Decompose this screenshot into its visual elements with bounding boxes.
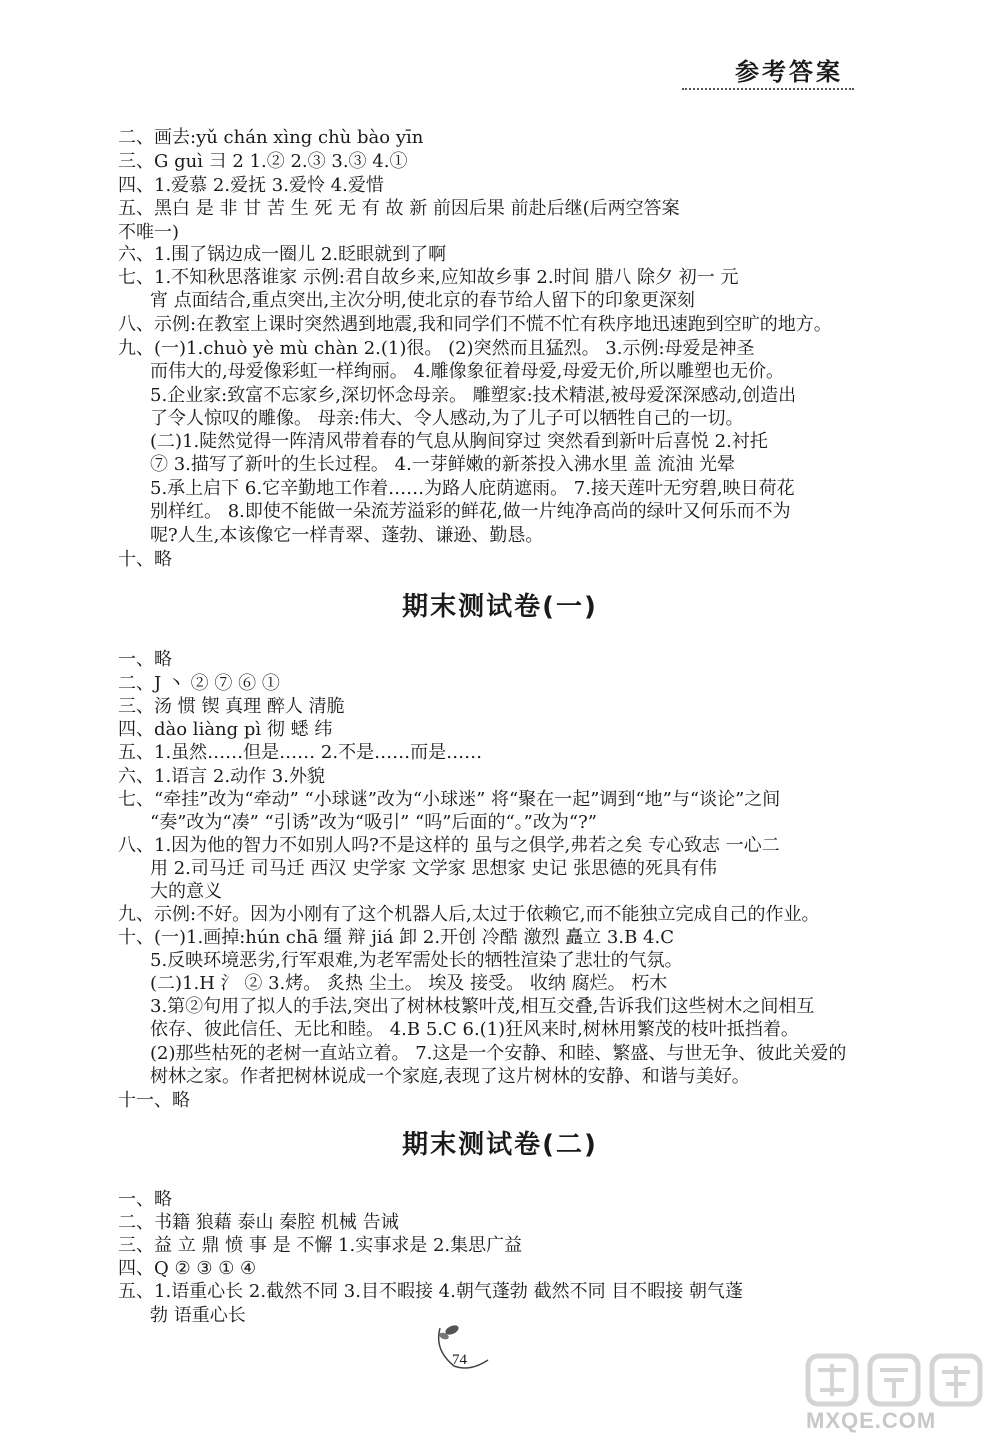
answer-line: 而伟大的,母爱像彩虹一样绚丽。 4.雕像象征着母爱,母爱无价,所以雕塑也无价。	[150, 361, 785, 382]
answer-line: 五、1.虽然……但是…… 2.不是……而是……	[118, 742, 483, 763]
answer-line: 了令人惊叹的雕像。 母亲:伟大、令人感动,为了儿子可以牺牲自己的一切。	[150, 408, 744, 429]
answer-line: 六、1.语言 2.动作 3.外貌	[118, 766, 325, 787]
answer-line: 十一、略	[118, 1090, 190, 1111]
answer-line: 八、示例:在教室上课时突然遇到地震,我和同学们不慌不忙有秩序地迅速跑到空旷的地方。	[118, 314, 832, 335]
answer-line: 树林之家。作者把树林说成一个家庭,表现了这片树林的安静、和谐与美好。	[150, 1066, 750, 1087]
answer-line: (二)1.H 氵 ② 3.烤。 炙热 尘土。 埃及 接受。 收纳 腐烂。 朽木	[150, 973, 668, 994]
answer-line: 四、dào liàng pì 彻 蟋 纬	[118, 719, 333, 740]
answer-line: 三、G guì 彐 2 1.② 2.③ 3.③ 4.①	[118, 151, 408, 172]
answer-line: 六、1.围了锅边成一圈儿 2.眨眼就到了啊	[118, 244, 447, 265]
answer-line: 二、画去:yǔ chán xìng chù bào yīn	[118, 127, 424, 148]
answer-line: (2)那些枯死的老树一直站立着。 7.这是一个安静、和睦、繁盛、与世无争、彼此关爱的	[150, 1043, 847, 1064]
answer-line: ⑦ 3.描写了新叶的生长过程。 4.一芽鲜嫩的新茶投入沸水里 盖 流油 光晕	[150, 454, 735, 475]
answer-line: 七、“牵挂”改为“牵动” “小球谜”改为“小球迷” 将“聚在一起”调到“地”与“谈论”之间	[118, 789, 781, 810]
answer-line: 七、1.不知秋思落谁家 示例:君自故乡来,应知故乡事 2.时间 腊八 除夕 初一 元	[118, 267, 739, 288]
answer-line: 九、示例:不好。因为小刚有了这个机器人后,太过于依赖它,而不能独立完成自己的作业。	[118, 904, 820, 925]
answer-line: 二、书籍 狼藉 泰山 秦腔 机械 告诫	[118, 1212, 399, 1233]
answer-line: 十、略	[118, 549, 172, 570]
answer-line: 二、J 丶 ② ⑦ ⑥ ①	[118, 673, 280, 694]
answer-line: 宵 点面结合,重点突出,主次分明,使北京的春节给人留下的印象更深刻	[150, 290, 695, 311]
answer-line: 八、1.因为他的智力不如别人吗?不是这样的 虽与之俱学,弗若之矣 专心致志 一心二	[118, 835, 780, 856]
answer-line: 一、略	[118, 1189, 172, 1210]
header-title: 参考答案	[735, 58, 843, 86]
watermark-text: MXQE.COM	[806, 1408, 937, 1433]
answer-line: 依存、彼此信任、无比和睦。 4.B 5.C 6.(1)狂风来时,树林用繁茂的枝叶抵挡着。	[150, 1019, 799, 1040]
section-title: 期末测试卷(二)	[402, 1130, 598, 1160]
answer-line: 三、益 立 鼎 愤 事 是 不懈 1.实事求是 2.集思广益	[118, 1235, 523, 1256]
answer-line: 三、汤 惯 锲 真理 醉人 清脆	[118, 696, 345, 717]
answer-line: (二)1.陡然觉得一阵清风带着春的气息从胸间穿过 突然看到新叶后喜悦 2.衬托	[150, 431, 768, 452]
answer-line: 不唯一)	[118, 222, 180, 243]
answer-line: 五、1.语重心长 2.截然不同 3.目不暇接 4.朝气蓬勃 截然不同 目不暇接 朝气蓬	[118, 1281, 744, 1302]
answer-line: 大的意义	[150, 881, 222, 902]
header-rule	[682, 88, 854, 90]
answer-line: 5.反映环境恶劣,行军艰难,为老军需处长的牺牲渲染了悲壮的气氛。	[150, 950, 683, 971]
answer-line: 四、1.爱慕 2.爱抚 3.爱怜 4.爱惜	[118, 175, 384, 196]
answer-line: 九、(一)1.chuò yè mù chàn 2.(1)很。 (2)突然而且猛烈。 3.示例:母爱是神圣	[118, 338, 755, 359]
answer-line: 四、Q ② ③ ① ④	[118, 1258, 257, 1279]
answer-line: 一、略	[118, 649, 172, 670]
answer-line: 3.第②句用了拟人的手法,突出了树林枝繁叶茂,相互交叠,告诉我们这些树木之间相互	[150, 996, 815, 1017]
section-title: 期末测试卷(一)	[402, 592, 598, 622]
answer-line: 勃 语重心长	[150, 1305, 246, 1326]
answer-line: 用 2.司马迁 司马迁 西汉 史学家 文学家 思想家 史记 张思德的死具有伟	[150, 858, 717, 879]
answer-line: 呢?人生,本该像它一样青翠、蓬勃、谦逊、勤恳。	[150, 525, 544, 546]
answer-line: “奏”改为“凑” “引诱”改为“吸引” “吗”后面的“。”改为“?”	[150, 812, 597, 833]
answer-line: 5.承上启下 6.它辛勤地工作着……为路人庇荫遮雨。 7.接天莲叶无穷碧,映日荷花	[150, 478, 795, 499]
answer-line: 5.企业家:致富不忘家乡,深切怀念母亲。 雕塑家:技术精湛,被母爱深深感动,创造出	[150, 385, 797, 406]
answer-line: 别样红。 8.即使不能做一朵流芳溢彩的鲜花,做一片纯净高尚的绿叶又何乐而不为	[150, 501, 791, 522]
answer-line: 五、黑白 是 非 甘 苦 生 死 无 有 故 新 前因后果 前赴后继(后两空答案	[118, 198, 680, 219]
answer-line: 十、(一)1.画掉:hún chā 缰 辩 jiá 卸 2.开创 冷酷 激烈 矗立 3.B 4.C	[118, 927, 674, 948]
page-number: 74	[452, 1352, 467, 1368]
